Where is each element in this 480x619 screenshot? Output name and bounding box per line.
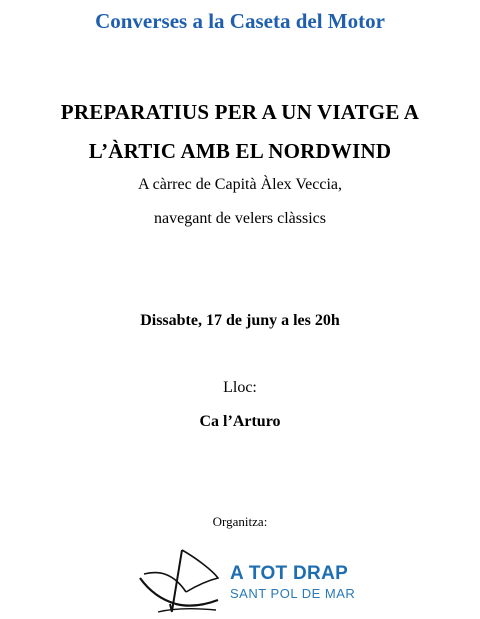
speaker-line-2: navegant de velers clàssics [154, 210, 326, 227]
event-date: Dissabte, 17 de juny a les 20h [140, 312, 340, 329]
series-title: Converses a la Caseta del Motor [95, 9, 385, 33]
place-label: Lloc: [223, 379, 257, 396]
logo-subtitle: SANT POL DE MAR [230, 586, 356, 601]
sailboat-icon [136, 548, 222, 614]
organizer-label: Organitza: [212, 514, 268, 529]
talk-title-line-2: L’ÀRTIC AMB EL NORDWIND [88, 139, 392, 163]
logo-name: A TOT DRAP [230, 563, 349, 584]
speaker-line-1: A càrrec de Capità Àlex Veccia, [137, 176, 343, 193]
place-name: Ca l’Arturo [199, 413, 281, 430]
talk-title-line-1: PREPARATIUS PER A UN VIATGE A [60, 100, 420, 124]
organizer-logo [136, 548, 356, 614]
